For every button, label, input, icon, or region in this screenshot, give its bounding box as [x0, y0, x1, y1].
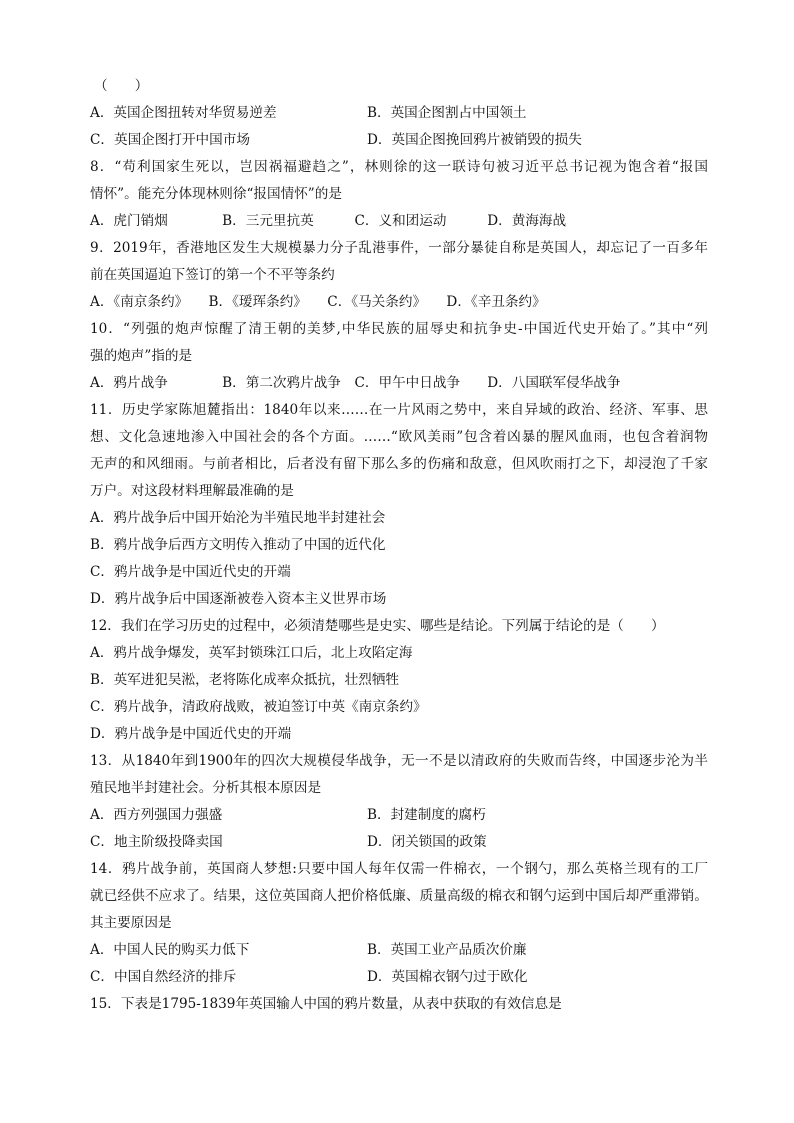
q14-option-d: D．英国棉衣钢勺过于欧化: [367, 969, 528, 985]
q14-stem-line: 其主要原因是: [90, 915, 172, 931]
q13-option-a: A．西方列强国力强盛: [90, 807, 223, 823]
q14-option-b: B．英国工业产品质次价廉: [367, 942, 527, 958]
q11-option-b: B．鸦片战争后西方文明传入推动了中国的近代化: [90, 537, 386, 553]
q13-option-d: D．闭关锁国的政策: [367, 834, 487, 850]
q13-option-b: B．封建制度的腐朽: [367, 807, 486, 823]
q14-option-a: A．中国人民的购买力低下: [90, 942, 250, 958]
q12-stem-line: 12．我们在学习历史的过程中，必须清楚哪些是史实、哪些是结论。下列属于结论的是（ ）: [90, 618, 665, 634]
q13-option-c: C．地主阶级投降卖国: [90, 834, 223, 850]
q11-option-c: C．鸦片战争是中国近代史的开端: [90, 564, 291, 580]
q11-option-d: D．鸦片战争后中国逐渐被卷入资本主义世界市场: [90, 591, 387, 607]
q12-option-d: D．鸦片战争是中国近代史的开端: [90, 726, 292, 742]
q14-stem-line: 14．鸦片战争前，英国商人梦想:只要中国人每年仅需一件棉衣，一个钢勺，那么英格兰现有的工厂: [90, 861, 708, 877]
q7-option-d: D．英国企图挽回鸦片被销毁的损失: [367, 132, 582, 148]
q14-stem-line: 就已经供不应求了。结果，这位英国商人把价格低廉、质量高级的棉衣和钢勺运到中国后却严重滞销。: [90, 888, 708, 904]
q7-option-a: A．英国企图扭转对华贸易逆差: [90, 105, 277, 121]
q12-option-c: C．鸦片战争，清政府战败，被迫签订中英《南京条约》: [90, 699, 427, 715]
q12-option-b: B．英军进犯吴淞，老将陈化成率众抵抗，壮烈牺牲: [90, 672, 400, 688]
q11-stem-line: 万户。对这段材料理解最准确的是: [90, 483, 294, 499]
answer-parentheses: （ ）: [94, 78, 149, 94]
q14-option-c: C．中国自然经济的排斥: [90, 969, 237, 985]
q13-stem-line: 13．从1840年到1900年的四次大规模侵华战争，无一不是以清政府的失败而告终，中国逐步沦为半: [90, 753, 708, 769]
q12-option-a: A．鸦片战争爆发，英军封锁珠江口后，北上攻陷定海: [90, 645, 413, 661]
q10-options: A．鸦片战争 B．第二次鸦片战争 C．甲午中日战争 D．八国联军侵华战争: [90, 375, 621, 391]
q11-option-a: A．鸦片战争后中国开始沦为半殖民地半封建社会: [90, 510, 386, 526]
q7-option-c: C．英国企图打开中国市场: [90, 132, 250, 148]
q8-options: A．虎门销烟 B．三元里抗英 C．义和团运动 D．黄海海战: [90, 213, 567, 229]
q11-stem-line: 无声的和风细雨。与前者相比，后者没有留下那么多的伤痛和敌意，但风吹雨打之下，却浸泡了千家: [90, 456, 708, 472]
q9-options: A．《南京条约》 B．《瑷珲条约》 C．《马关条约》 D．《辛丑条约》: [90, 294, 546, 310]
q11-stem-line: 想、文化急速地渗入中国社会的各个方面。……“欧风美雨”包含着凶暴的腥风血雨，也包含着润物: [90, 429, 708, 445]
q9-stem-line: 9．2019年，香港地区发生大规模暴力分子乱港事件，一部分暴徒自称是英国人，却忘记了一百多年: [90, 240, 708, 256]
q11-stem-line: 11．历史学家陈旭麓指出：1840年以来……在一片风雨之势中，来自异域的政治、经济、军事、思: [90, 402, 708, 418]
q8-stem-line: 8．“苟利国家生死以，岂因祸福避趋之”，林则徐的这一联诗句被习近平总书记视为饱含着“报国: [90, 159, 708, 175]
q8-stem-line: 情怀”。能充分体现林则徐“报国情怀”的是: [90, 186, 342, 202]
q10-stem-line: 强的炮声”指的是: [90, 348, 193, 364]
q13-stem-line: 殖民地半封建社会。分析其根本原因是: [90, 780, 322, 796]
q15-stem-line: 15．下表是1795-1839年英国输人中国的鸦片数量，从表中获取的有效信息是: [90, 996, 562, 1012]
q10-stem-line: 10．“列强的炮声惊醒了清王朝的美梦,中华民族的屈辱史和抗争史-中国近代史开始了。”其中“列: [90, 321, 708, 337]
q9-stem-line: 前在英国逼迫下签订的第一个不平等条约: [90, 267, 335, 283]
q7-option-b: B．英国企图割占中国领土: [367, 105, 527, 121]
